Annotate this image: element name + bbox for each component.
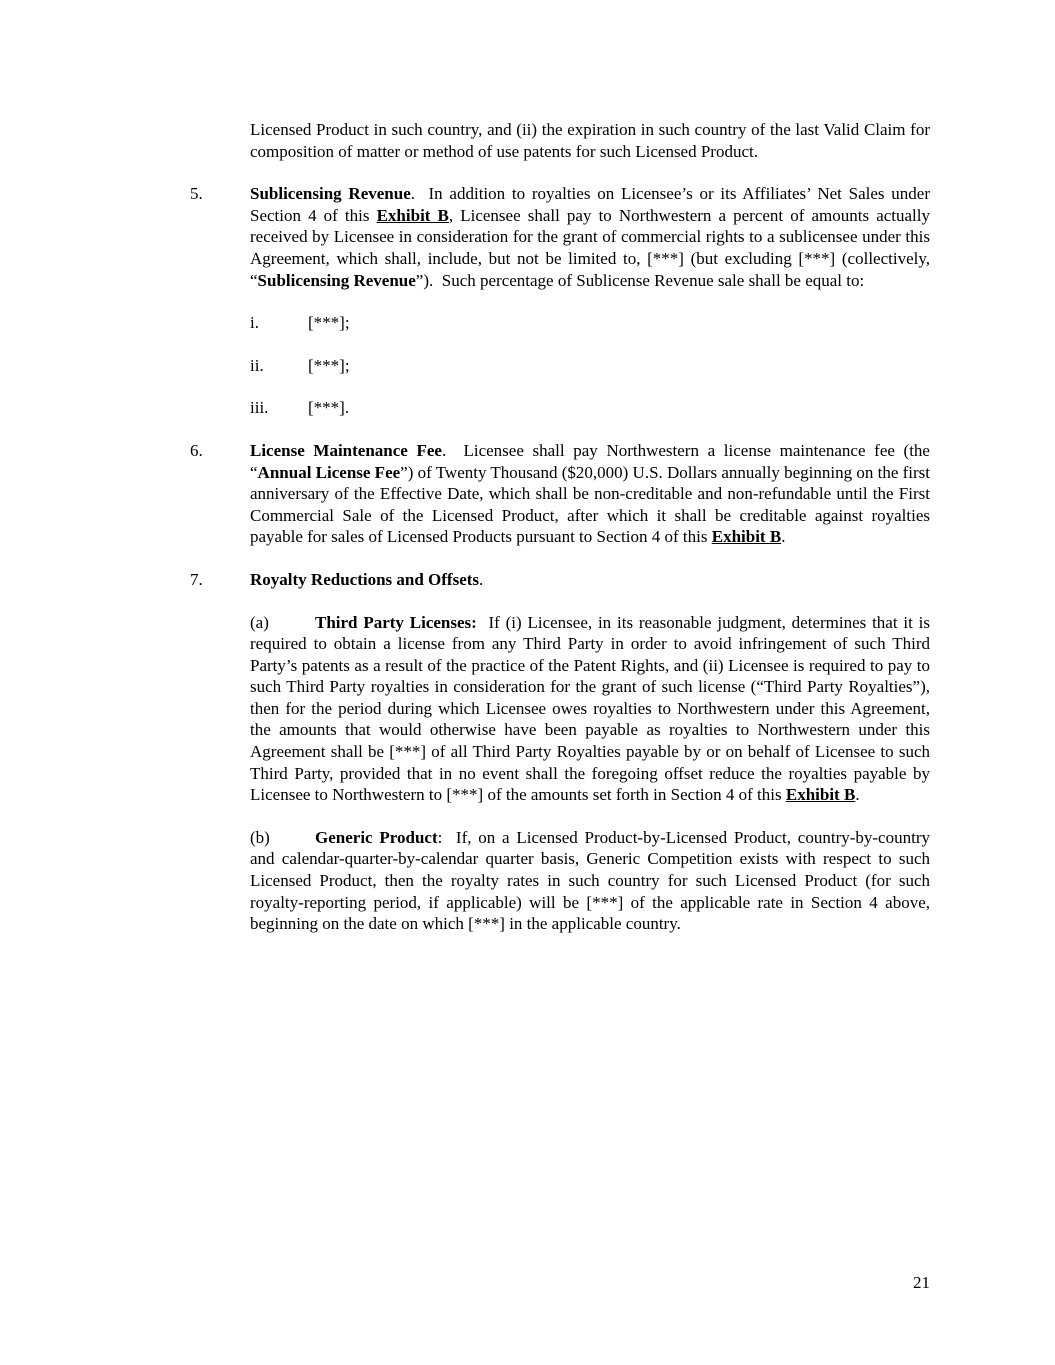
text-run: Generic Product [315, 827, 438, 847]
sub-item-b-generic-product [250, 827, 930, 935]
text-run: Royalty Reductions and Offsets [250, 569, 480, 589]
text-run: : If, on a Licensed Product-by-Licensed Product, country-by-country and calendar-quarter-by-calendar quarter basis, Generic Competition exists with respect to such Licensed Product, then the royalty rates in such country for such Licensed Product (for such royalty-reporting period, if applicable) will be [***] of the applicable rate in Section 4 above, beginning on the date on which [***] in the applicable country. [250, 827, 930, 934]
list-marker: ii. [250, 355, 264, 375]
list-marker: (a) [250, 612, 269, 632]
list-marker: 5. [190, 184, 203, 204]
roman-item-ii [250, 355, 930, 377]
list-marker: i. [250, 313, 259, 333]
text-run: ”). Such percentage of Sublicense Revenue sale shall be equal to: [415, 270, 865, 290]
item-6-license-maintenance-fee [190, 440, 930, 548]
text-run: [***]; [308, 313, 350, 333]
text-run: If (i) Licensee, in its reasonable judgment, determines that it is required to obtain a license from any Third Party in order to avoid infringement of such Third Party’s patents as a result of the practice of the Patent Rights, and (ii) Licensee is required to pay to such Third Party royalties in consideration for the grant of such license (“Third Party Royalties”), then for the period during which Licensee owes royalties to Northwestern under this Agreement, the amounts that would otherwise have been payable as royalties to Northwestern under this Agreement shall be [***] of all Third Party Royalties payable by or on behalf of Licensee to such Third Party, provided that in no event shall the foregoing offset reduce the royalties payable by Licensee to Northwestern to [***] of the amounts set forth in Section 4 of this [250, 612, 930, 805]
list-marker: iii. [250, 398, 269, 418]
roman-item-iii [250, 397, 930, 419]
continuation-paragraph [250, 119, 930, 162]
roman-item-i [250, 312, 930, 334]
text-run: Sublicensing Revenue [257, 270, 416, 290]
text-run: . [781, 527, 786, 547]
text-run: . [855, 785, 860, 805]
list-marker: 7. [190, 569, 203, 589]
text-run: Sublicensing Revenue [250, 184, 411, 204]
text-run: Annual License Fee [257, 462, 401, 482]
text-run: Licensed Product in such country, and (ii) the expiration in such country of the last Valid Claim for composition of matter or method of use patents for such Licensed Product. [250, 120, 930, 161]
document-body [190, 119, 930, 935]
text-run: , Licensee shall pay to Northwestern a percent of amounts actually received by Licensee in consideration for the grant of commercial rights to a sublicensee under this Agreement, which shall, include, but not be limited to, [***] (but excluding [***] (collectively, “ [250, 205, 931, 290]
list-item-text [250, 440, 930, 548]
list-item-text [250, 569, 930, 591]
list-marker: (b) [250, 827, 270, 847]
list-item-text [308, 355, 930, 377]
page-number: 21 [913, 1273, 930, 1292]
text-run: Third Party Licenses: [315, 612, 477, 632]
list-marker: 6. [190, 440, 203, 460]
text-run: ”) of Twenty Thousand ($20,000) U.S. Dollars annually beginning on the first anniversary of the Effective Date, which shall be non-creditable and non-refundable until the First Commercial Sale of the Licensed Product, after which it shall be creditable against royalties payable for sales of Licensed Products pursuant to Section 4 of this [250, 462, 931, 547]
sub-item-a-third-party-licenses [250, 612, 930, 806]
item-7-royalty-reductions-and-offsets [190, 569, 930, 591]
text-run: . [479, 569, 484, 589]
text-run: Exhibit B [785, 785, 856, 805]
list-item-text [250, 183, 930, 291]
list-item-text [308, 397, 930, 419]
text-run: . Licensee shall pay Northwestern a license maintenance fee (the “ [250, 440, 930, 482]
text-run: [***]. [308, 398, 350, 418]
text-run: Exhibit B [711, 527, 782, 547]
text-run: [***]; [308, 355, 350, 375]
list-item-text [308, 312, 930, 334]
text-run: License Maintenance Fee [250, 440, 442, 460]
text-run: . In addition to royalties on Licensee’s or its Affiliates’ Net Sales under Section 4 of this [250, 184, 930, 225]
text-run: Exhibit B [376, 205, 449, 225]
item-5-sublicensing-revenue [190, 183, 930, 291]
